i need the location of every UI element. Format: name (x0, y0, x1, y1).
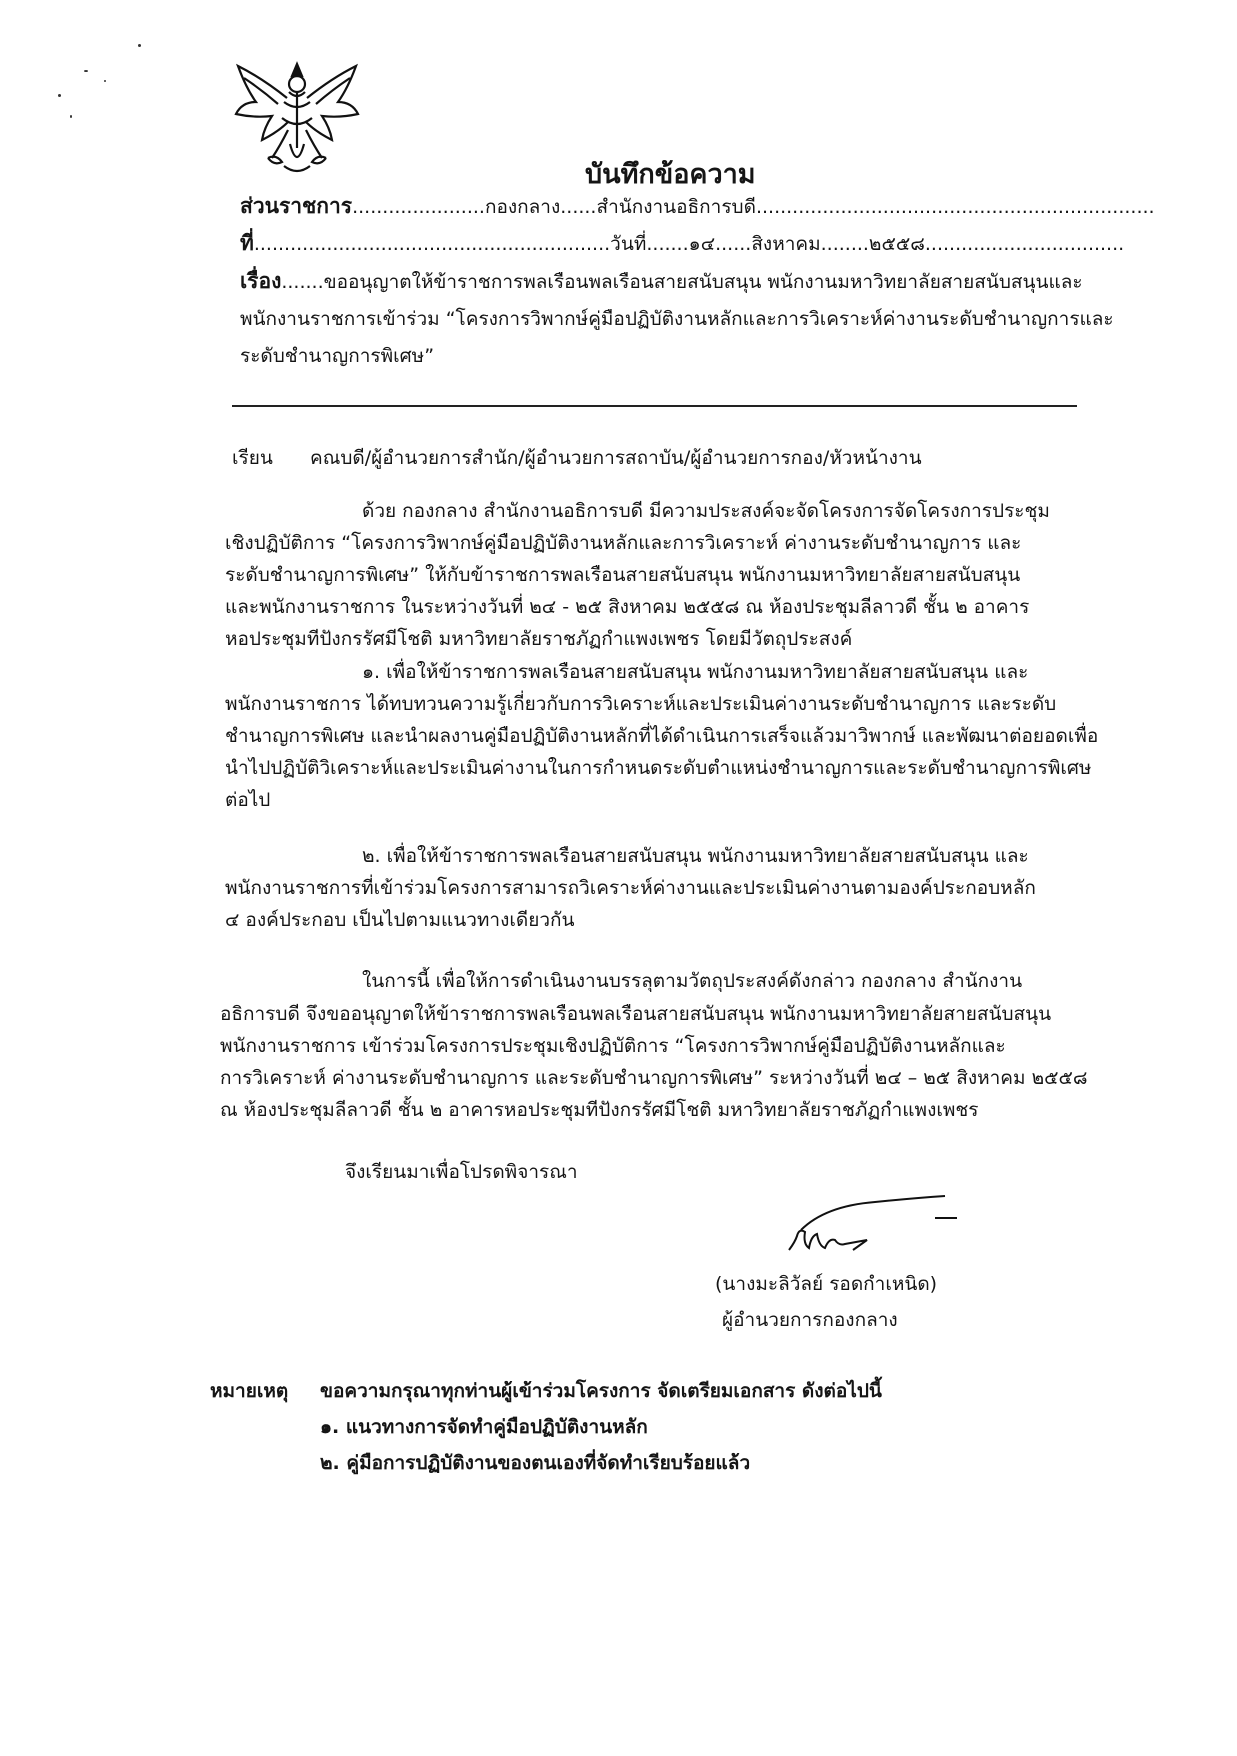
objective-2-line: ๔ องค์ประกอบ เป็นไปตามแนวทางเดียวกัน (225, 909, 575, 931)
objective-1-line: ๑. เพื่อให้ข้าราชการพลเรือนสายสนับสนุน พนักงานมหาวิทยาลัยสายสนับสนุน และ (362, 661, 1029, 683)
scan-speck (70, 115, 72, 118)
note-item: ๒. คู่มือการปฏิบัติงานของตนเองที่จัดทำเรียบร้อยแล้ว (320, 1452, 751, 1474)
subject-line-3: ระดับชำนาญการพิเศษ” (240, 345, 435, 367)
agency-value: ......................กองกลาง......สำนักงานอธิการบดี.................................................................. (352, 196, 1155, 218)
reference-row (240, 229, 1124, 258)
memo-title: บันทึกข้อความ (585, 159, 756, 190)
paragraph-1-line: เชิงปฏิบัติการ “โครงการวิพากษ์คู่มือปฏิบัติงานหลักและการวิเคราะห์ ค่างานระดับชำนาญการ และ (225, 532, 1022, 554)
objective-1-line: นำไปปฏิบัติวิเคราะห์และประเมินค่างานในการกำหนดระดับตำแหน่งชำนาญการและระดับชำนาญการพิเศษ (225, 757, 1092, 779)
paragraph-2-line: ในการนี้ เพื่อให้การดำเนินงานบรรลุตามวัตถุประสงค์ดังกล่าว กองกลาง สำนักงาน (362, 970, 1023, 992)
closing-line: จึงเรียนมาเพื่อโปรดพิจารณา (345, 1161, 578, 1183)
paragraph-1-line: หอประชุมทีปังกรรัศมีโชติ มหาวิทยาลัยราชภัฏกำแพงเพชร โดยมีวัตถุประสงค์ (225, 628, 853, 650)
paragraph-2-line: พนักงานราชการ เข้าร่วมโครงการประชุมเชิงปฏิบัติการ “โครงการวิพากษ์คู่มือปฏิบัติงานหลักและ (220, 1035, 1006, 1057)
paragraph-2-line: อธิการบดี จึงขออนุญาตให้ข้าราชการพลเรือนพลเรือนสายสนับสนุน พนักงานมหาวิทยาลัยสายสนับสนุน (220, 1003, 1052, 1025)
agency-label: ส่วนราชการ (240, 194, 353, 218)
objective-1-line: ชำนาญการพิเศษ และนำผลงานคู่มือปฏิบัติงานหลักที่ได้ดำเนินการเสร็จแล้วมาวิพากษ์ และพัฒนาต่อยอดเพื่อ (225, 725, 1099, 747)
objective-1-line: พนักงานราชการ ได้ทบทวนความรู้เกี่ยวกับการวิเคราะห์และประเมินค่างานระดับชำนาญการ และระดับ (225, 693, 1057, 715)
paragraph-1-line: และพนักงานราชการ ในระหว่างวันที่ ๒๔ - ๒๕ สิงหาคม ๒๕๕๘ ณ ห้องประชุมลีลาวดี ชั้น ๒ อาคาร (225, 596, 1030, 618)
note-label: หมายเหตุ (210, 1380, 289, 1402)
scan-speck (84, 70, 88, 72)
paragraph-2-line: ณ ห้องประชุมลีลาวดี ชั้น ๒ อาคารหอประชุมทีปังกรรัศมีโชติ มหาวิทยาลัยราชภัฏกำแพงเพชร (220, 1099, 979, 1121)
header-divider (232, 405, 1077, 407)
objective-1-line: ต่อไป (225, 789, 271, 811)
note-item: ๑. แนวทางการจัดทำคู่มือปฏิบัติงานหลัก (320, 1416, 648, 1438)
paragraph-1-line: ด้วย กองกลาง สำนักงานอธิการบดี มีความประสงค์จะจัดโครงการจัดโครงการประชุม (362, 500, 1050, 522)
reference-value: ...........................................................วันที่.......๑๔......สิงหาคม........๒๕๕๘................................. (253, 233, 1125, 255)
signature-scribble-icon (785, 1192, 965, 1264)
to-label: เรียน (232, 447, 273, 469)
agency-row (240, 192, 1155, 221)
subject-line-1: .......ขออนุญาตให้ข้าราชการพลเรือนพลเรือนสายสนับสนุน พนักงานมหาวิทยาลัยสายสนับสนุนและ (281, 271, 1083, 293)
garuda-emblem-icon (232, 58, 362, 178)
paragraph-1-line: ระดับชำนาญการพิเศษ” ให้กับข้าราชการพลเรือนสายสนับสนุน พนักงานมหาวิทยาลัยสายสนับสนุน (225, 564, 1021, 586)
note-text: ขอความกรุณาทุกท่านผู้เข้าร่วมโครงการ จัดเตรียมเอกสาร ดังต่อไปนี้ (320, 1380, 882, 1402)
reference-label: ที่ (240, 231, 254, 255)
subject-row (240, 267, 1083, 296)
signatory-name: (นางมะลิวัลย์ รอดกำเหนิด) (715, 1273, 938, 1295)
objective-2-line: ๒. เพื่อให้ข้าราชการพลเรือนสายสนับสนุน พนักงานมหาวิทยาลัยสายสนับสนุน และ (362, 845, 1029, 867)
objective-2-line: พนักงานราชการที่เข้าร่วมโครงการสามารถวิเคราะห์ค่างานและประเมินค่างานตามองค์ประกอบหลัก (225, 877, 1036, 899)
to-value: คณบดี/ผู้อำนวยการสำนัก/ผู้อำนวยการสถาบัน/ผู้อำนวยการกอง/หัวหน้างาน (310, 447, 922, 469)
scan-speck (58, 94, 61, 97)
scan-speck (138, 44, 141, 47)
scan-speck (104, 80, 106, 82)
signatory-position: ผู้อำนวยการกองกลาง (722, 1309, 898, 1331)
paragraph-2-line: การวิเคราะห์ ค่างานระดับชำนาญการ และระดับชำนาญการพิเศษ” ระหว่างวันที่ ๒๔ – ๒๕ สิงหาคม ๒๕๕๘ (220, 1067, 1088, 1089)
subject-label: เรื่อง (240, 269, 282, 293)
subject-line-2: พนักงานราชการเข้าร่วม “โครงการวิพากษ์คู่มือปฏิบัติงานหลักและการวิเคราะห์ค่างานระดับชำนาญการและ (240, 308, 1114, 330)
